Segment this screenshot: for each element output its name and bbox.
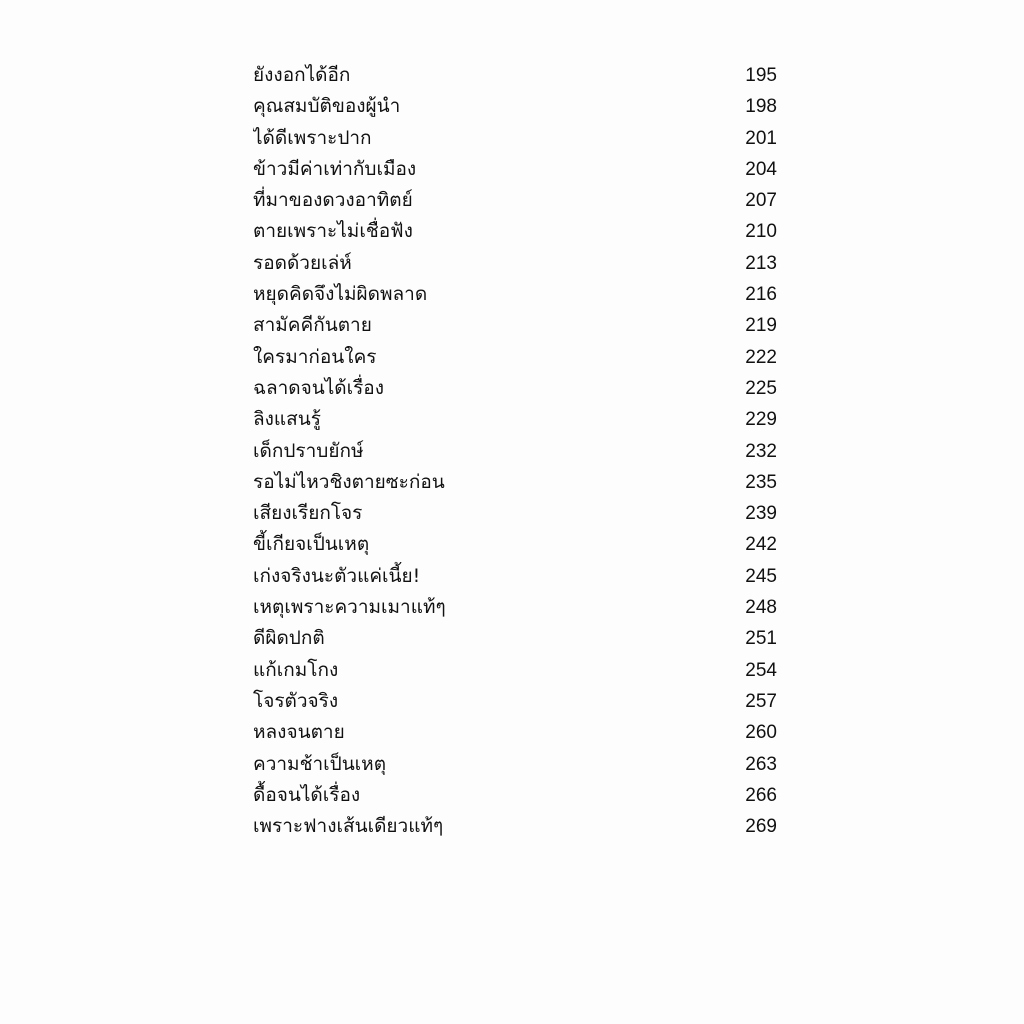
toc-entry-page-number: 257 [745,690,777,712]
toc-entry-title: ดีผิดปกติ [253,627,325,650]
toc-entry [253,60,777,91]
toc-entry [253,592,777,623]
toc-entry-page-number: 263 [745,753,777,775]
toc-entry-page-number: 201 [745,127,777,149]
toc-entry-page-number: 266 [745,784,777,806]
toc-entry [253,404,777,435]
toc-entry [253,811,777,842]
table-of-contents [253,60,777,842]
toc-entry-title: หยุดคิดจึงไม่ผิดพลาด [253,283,428,306]
toc-entry-page-number: 216 [745,284,777,306]
toc-entry-title: ดื้อจนได้เรื่อง [253,783,361,806]
toc-entry-page-number: 260 [745,722,777,744]
toc-entry-title: ข้าวมีค่าเท่ากับเมือง [253,157,417,180]
toc-entry-title: แก้เกมโกง [253,658,339,681]
toc-entry-page-number: 232 [745,440,777,462]
toc-entry [253,310,777,341]
toc-entry-page-number: 213 [745,252,777,274]
toc-entry-title: ลิงแสนรู้ [253,408,321,431]
toc-entry [253,154,777,185]
toc-entry [253,342,777,373]
toc-entry-page-number: 198 [745,96,777,118]
toc-entry-title: ใครมาก่อนใคร [253,345,377,368]
toc-entry-page-number: 207 [745,190,777,212]
toc-entry-title: เด็กปราบยักษ์ [253,439,364,462]
toc-entry-page-number: 235 [745,471,777,493]
toc-entry [253,623,777,654]
toc-entry [253,91,777,122]
toc-entry-title: หลงจนตาย [253,721,345,744]
toc-entry-page-number: 225 [745,377,777,399]
toc-entry-page-number: 239 [745,503,777,525]
toc-entry-title: ขี้เกียจเป็นเหตุ [253,533,370,556]
toc-entry-title: ความช้าเป็นเหตุ [253,752,387,775]
toc-entry-title: ยังงอกได้อีก [253,64,351,86]
toc-entry-title: สามัคคีกันตาย [253,314,372,337]
toc-entry [253,749,777,780]
toc-entry-title: เก่งจริงนะตัวแค่เนี้ย! [253,564,421,587]
toc-entry-title: รอดด้วยเล่ห์ [253,251,352,274]
toc-entry-page-number: 245 [745,565,777,587]
toc-entry [253,686,777,717]
toc-entry-title: โจรตัวจริง [253,689,339,712]
toc-entry [253,717,777,748]
toc-entry-page-number: 210 [745,221,777,243]
toc-entry-page-number: 219 [745,315,777,337]
toc-entry-title: ที่มาของดวงอาทิตย์ [253,189,413,212]
toc-entry-title: เหตุเพราะความเมาแท้ๆ [253,596,446,619]
toc-entry [253,123,777,154]
toc-entry [253,780,777,811]
toc-entry-page-number: 222 [745,346,777,368]
toc-entry-title: คุณสมบัติของผู้นำ [253,95,401,118]
toc-entry-title: ฉลาดจนได้เรื่อง [253,376,384,399]
toc-entry-title: เสียงเรียกโจร [253,502,363,525]
toc-entry-page-number: 195 [745,65,777,86]
toc-entry [253,498,777,529]
toc-entry [253,185,777,216]
toc-entry [253,373,777,404]
toc-entry-page-number: 269 [745,816,777,838]
toc-entry-page-number: 229 [745,409,777,431]
toc-entry [253,655,777,686]
toc-entry-page-number: 254 [745,659,777,681]
toc-entry [253,467,777,498]
toc-entry-page-number: 204 [745,158,777,180]
toc-entry [253,216,777,247]
toc-entry-title: ได้ดีเพราะปาก [253,126,372,149]
toc-entry-page-number: 248 [745,597,777,619]
toc-entry-title: ตายเพราะไม่เชื่อฟัง [253,220,413,243]
toc-entry-page-number: 251 [745,628,777,650]
toc-entry [253,436,777,467]
toc-entry-page-number: 242 [745,534,777,556]
toc-entry-title: เพราะฟางเส้นเดียวแท้ๆ [253,815,444,838]
toc-entry-title: รอไม่ไหวชิงตายซะก่อน [253,470,445,493]
toc-entry [253,561,777,592]
toc-entry [253,279,777,310]
toc-entry [253,529,777,560]
toc-entry [253,248,777,279]
